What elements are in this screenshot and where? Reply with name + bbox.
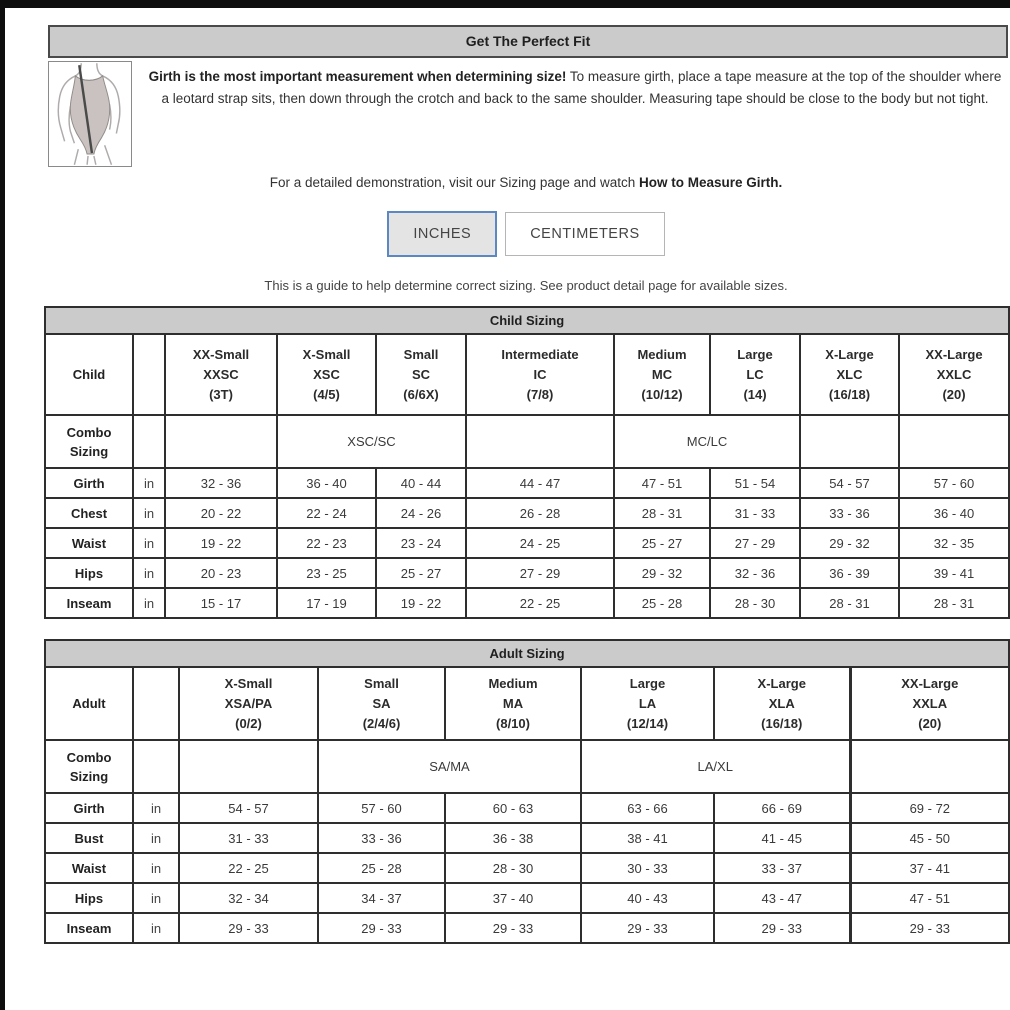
size-range: (20): [918, 715, 942, 731]
row-label-cell: Hips: [45, 883, 133, 913]
size-code: XSA/PA: [224, 695, 273, 711]
table-row: [45, 588, 1009, 618]
size-value-cell: 60 - 63: [445, 793, 581, 823]
column-header-cell: [710, 334, 800, 415]
size-value-cell: 37 - 41: [850, 853, 1009, 883]
size-value-cell: 32 - 36: [165, 468, 277, 498]
size-code: IC: [533, 366, 547, 382]
combo-sizing-label-cell: Combo Sizing: [45, 415, 133, 468]
size-value-cell: 37 - 40: [445, 883, 581, 913]
size-value-cell: 43 - 47: [714, 883, 850, 913]
size-code: XLC: [836, 366, 863, 382]
size-value-cell: 38 - 41: [581, 823, 714, 853]
unit-cell: in: [133, 528, 165, 558]
size-value-cell: 32 - 34: [179, 883, 318, 913]
size-value-cell: 28 - 30: [445, 853, 581, 883]
size-code: SA: [372, 695, 391, 711]
table-row: [45, 415, 1009, 468]
combo-size-cell: MC/LC: [614, 415, 800, 468]
size-value-cell: 29 - 33: [179, 913, 318, 943]
size-value-cell: 22 - 25: [466, 588, 614, 618]
size-name: XX-Large: [901, 675, 959, 691]
adult-table-title: Adult Sizing: [45, 640, 1009, 667]
size-name: Large: [629, 675, 666, 691]
empty-cell: [133, 334, 165, 415]
row-label-cell: Girth: [45, 468, 133, 498]
size-value-cell: 22 - 25: [179, 853, 318, 883]
size-value-cell: 25 - 28: [318, 853, 445, 883]
size-code: XLA: [768, 695, 795, 711]
size-value-cell: 25 - 27: [614, 528, 710, 558]
size-value-cell: 29 - 33: [445, 913, 581, 943]
size-value-cell: 51 - 54: [710, 468, 800, 498]
unit-cell: in: [133, 588, 165, 618]
table-row: [45, 307, 1009, 334]
size-name: Medium: [637, 346, 687, 362]
size-value-cell: 36 - 39: [800, 558, 899, 588]
size-range: (4/5): [313, 386, 340, 402]
size-value-cell: 24 - 25: [466, 528, 614, 558]
table-row: [45, 558, 1009, 588]
row-label-cell: Inseam: [45, 913, 133, 943]
child-table-title: Child Sizing: [45, 307, 1009, 334]
empty-cell: [133, 740, 179, 793]
size-value-cell: 22 - 23: [277, 528, 376, 558]
size-value-cell: 22 - 24: [277, 498, 376, 528]
table-row: [45, 853, 1009, 883]
row-group-label-cell: Child: [45, 334, 133, 415]
size-name: Small: [403, 346, 439, 362]
unit-cell: in: [133, 913, 179, 943]
empty-cell: [800, 415, 899, 468]
size-value-cell: 34 - 37: [318, 883, 445, 913]
size-name: Intermediate: [501, 346, 579, 362]
demo-note-text: For a detailed demonstration, visit our Sizing page and watch: [269, 175, 639, 190]
size-value-cell: 24 - 26: [376, 498, 466, 528]
column-header-cell: [445, 667, 581, 740]
size-value-cell: 54 - 57: [800, 468, 899, 498]
column-header-cell: [165, 334, 277, 415]
column-header-cell: [800, 334, 899, 415]
size-value-cell: 54 - 57: [179, 793, 318, 823]
column-header-cell: [376, 334, 466, 415]
size-code: XSC: [313, 366, 340, 382]
empty-cell: [466, 415, 614, 468]
size-value-cell: 28 - 31: [614, 498, 710, 528]
size-value-cell: 29 - 33: [318, 913, 445, 943]
table-row: [45, 468, 1009, 498]
size-value-cell: 40 - 44: [376, 468, 466, 498]
combo-size-cell: LA/XL: [581, 740, 850, 793]
size-value-cell: 29 - 33: [714, 913, 850, 943]
row-label-cell: Bust: [45, 823, 133, 853]
size-range: (20): [942, 386, 966, 402]
size-value-cell: 66 - 69: [714, 793, 850, 823]
girth-instructions-lead: Girth is the most important measurement when determining size!: [148, 69, 567, 84]
table-row: [45, 793, 1009, 823]
size-range: (6/6X): [403, 386, 439, 402]
size-value-cell: 36 - 38: [445, 823, 581, 853]
size-code: MC: [651, 366, 673, 382]
table-row: [45, 913, 1009, 943]
adult-sizing-table: [44, 639, 1010, 944]
size-range: (3T): [209, 386, 233, 402]
size-value-cell: 47 - 51: [614, 468, 710, 498]
size-value-cell: 57 - 60: [318, 793, 445, 823]
size-value-cell: 32 - 35: [899, 528, 1009, 558]
unit-toggle: [44, 211, 1008, 257]
column-header-cell: [581, 667, 714, 740]
size-name: Medium: [488, 675, 538, 691]
combo-size-cell: XSC/SC: [277, 415, 466, 468]
size-code: LA: [638, 695, 657, 711]
size-value-cell: 23 - 25: [277, 558, 376, 588]
size-value-cell: 28 - 31: [899, 588, 1009, 618]
size-range: (8/10): [496, 715, 530, 731]
unit-cell: in: [133, 558, 165, 588]
size-name: XX-Small: [192, 346, 250, 362]
column-header-cell: [850, 667, 1009, 740]
demo-note: [44, 175, 1008, 190]
size-value-cell: 28 - 30: [710, 588, 800, 618]
empty-cell: [133, 415, 165, 468]
empty-cell: [133, 667, 179, 740]
size-value-cell: 27 - 29: [710, 528, 800, 558]
size-value-cell: 30 - 33: [581, 853, 714, 883]
table-row: [45, 667, 1009, 740]
girth-diagram-image: [48, 61, 132, 167]
size-range: (2/4/6): [362, 715, 401, 731]
size-range: (14): [743, 386, 767, 402]
empty-cell: [899, 415, 1009, 468]
column-header-cell: [466, 334, 614, 415]
size-value-cell: 69 - 72: [850, 793, 1009, 823]
size-value-cell: 44 - 47: [466, 468, 614, 498]
sizing-guide-note: This is a guide to help determine correct sizing. See product detail page for available sizes.: [264, 278, 788, 293]
row-label-cell: Chest: [45, 498, 133, 528]
row-label-cell: Waist: [45, 853, 133, 883]
size-value-cell: 36 - 40: [899, 498, 1009, 528]
row-label-cell: Inseam: [45, 588, 133, 618]
size-value-cell: 57 - 60: [899, 468, 1009, 498]
size-value-cell: 29 - 32: [614, 558, 710, 588]
size-code: XXLA: [912, 695, 948, 711]
combo-size-cell: SA/MA: [318, 740, 581, 793]
girth-instructions-body: To measure girth, place a tape measure at the top of the shoulder where a leotard strap sits, then down through the crotch and back to the same shoulder. Measuring tape should be close to the body but not tight.: [161, 69, 1002, 106]
size-range: (16/18): [828, 386, 871, 402]
size-code: MA: [502, 695, 524, 711]
intro-section: [48, 61, 1008, 167]
size-chart-page: [44, 25, 1008, 944]
size-range: (10/12): [641, 386, 683, 402]
column-header-cell: [179, 667, 318, 740]
table-row: [45, 740, 1009, 793]
size-name: Large: [737, 346, 773, 362]
unit-cell: in: [133, 853, 179, 883]
size-name: Small: [364, 675, 399, 691]
size-value-cell: 39 - 41: [899, 558, 1009, 588]
table-row: [45, 883, 1009, 913]
unit-cell: in: [133, 793, 179, 823]
size-name: X-Large: [757, 675, 806, 691]
size-value-cell: 25 - 27: [376, 558, 466, 588]
window-border-top: [3, 0, 1010, 8]
size-value-cell: 29 - 32: [800, 528, 899, 558]
size-name: XX-Large: [925, 346, 983, 362]
unit-cell: in: [133, 883, 179, 913]
table-row: [45, 640, 1009, 667]
empty-cell: [850, 740, 1009, 793]
size-value-cell: 29 - 33: [581, 913, 714, 943]
row-group-label-cell: Adult: [45, 667, 133, 740]
unit-cell: in: [133, 468, 165, 498]
size-value-cell: 33 - 36: [318, 823, 445, 853]
size-range: (7/8): [526, 386, 554, 402]
size-value-cell: 27 - 29: [466, 558, 614, 588]
unit-cell: in: [133, 823, 179, 853]
size-value-cell: 28 - 31: [800, 588, 899, 618]
size-range: (12/14): [626, 715, 669, 731]
size-value-cell: 40 - 43: [581, 883, 714, 913]
size-value-cell: 31 - 33: [710, 498, 800, 528]
size-range: (0/2): [235, 715, 262, 731]
column-header-cell: [318, 667, 445, 740]
size-value-cell: 19 - 22: [376, 588, 466, 618]
size-range: (16/18): [761, 715, 803, 731]
empty-cell: [179, 740, 318, 793]
size-value-cell: 20 - 22: [165, 498, 277, 528]
table-row: [45, 823, 1009, 853]
table-row: [45, 498, 1009, 528]
table-row: [45, 334, 1009, 415]
inches-button[interactable]: INCHES: [387, 211, 497, 257]
demo-note-bold: How to Measure Girth.: [638, 175, 783, 190]
unit-cell: in: [133, 498, 165, 528]
size-value-cell: 41 - 45: [714, 823, 850, 853]
row-label-cell: Girth: [45, 793, 133, 823]
size-value-cell: 45 - 50: [850, 823, 1009, 853]
size-value-cell: 19 - 22: [165, 528, 277, 558]
column-header-cell: [899, 334, 1009, 415]
size-value-cell: 31 - 33: [179, 823, 318, 853]
empty-cell: [165, 415, 277, 468]
size-value-cell: 26 - 28: [466, 498, 614, 528]
size-value-cell: 17 - 19: [277, 588, 376, 618]
combo-sizing-label-cell: Combo Sizing: [45, 740, 133, 793]
table-row: [45, 528, 1009, 558]
size-value-cell: 36 - 40: [277, 468, 376, 498]
column-header-cell: [277, 334, 376, 415]
leotard-figure-icon: [49, 62, 131, 166]
row-label-cell: Waist: [45, 528, 133, 558]
size-code: SC: [411, 366, 431, 382]
size-name: X-Small: [302, 346, 351, 362]
column-header-cell: [714, 667, 850, 740]
page-title: Get The Perfect Fit: [48, 25, 1008, 58]
size-value-cell: 29 - 33: [850, 913, 1009, 943]
size-value-cell: 23 - 24: [376, 528, 466, 558]
row-label-cell: Hips: [45, 558, 133, 588]
child-sizing-table: [44, 306, 1010, 619]
size-value-cell: 15 - 17: [165, 588, 277, 618]
size-name: X-Large: [825, 346, 874, 362]
size-value-cell: 33 - 37: [714, 853, 850, 883]
size-code: LC: [746, 366, 764, 382]
column-header-cell: [614, 334, 710, 415]
size-value-cell: 32 - 36: [710, 558, 800, 588]
size-value-cell: 25 - 28: [614, 588, 710, 618]
girth-instructions: [132, 61, 1008, 167]
centimeters-button[interactable]: CENTIMETERS: [505, 212, 664, 256]
window-border-left: [0, 0, 5, 1010]
size-value-cell: 47 - 51: [850, 883, 1009, 913]
size-value-cell: 63 - 66: [581, 793, 714, 823]
size-code: XXSC: [203, 366, 239, 382]
size-value-cell: 33 - 36: [800, 498, 899, 528]
size-name: X-Small: [224, 675, 273, 691]
size-value-cell: 20 - 23: [165, 558, 277, 588]
size-code: XXLC: [936, 366, 972, 382]
